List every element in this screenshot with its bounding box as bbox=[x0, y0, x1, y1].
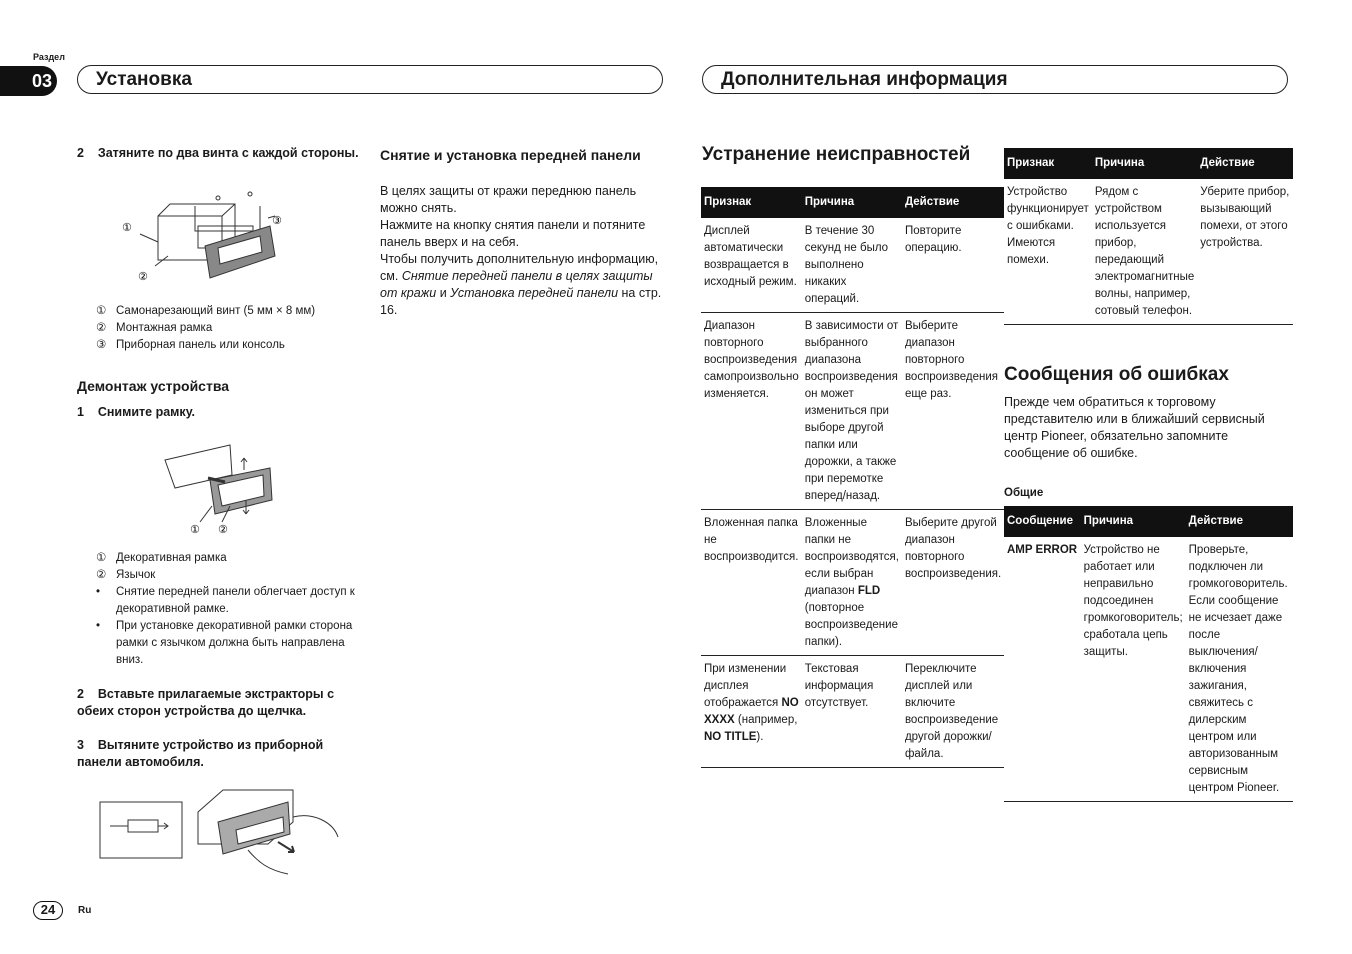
fig2-callout-2: ② bbox=[218, 523, 228, 536]
troubleshooting-table bbox=[701, 187, 1004, 768]
left-page-title: Установка bbox=[77, 65, 663, 94]
errors-subheading: Общие bbox=[1004, 487, 1044, 499]
legend-item: • Снятие передней панели облегчает доступ к декоративной рамке. bbox=[96, 586, 355, 615]
paragraph: Чтобы получить дополнительную информацию, см. Снятие передней панели в целях защиты от кражи и Установка передней панели на стр. 16. bbox=[380, 252, 662, 317]
paragraph: В целях защиты от кражи переднюю панель можно снять. bbox=[380, 184, 637, 215]
crossref-link[interactable]: Установка передней панели bbox=[450, 286, 619, 300]
mounting-illustration bbox=[110, 186, 300, 286]
frame-removal-illustration bbox=[160, 440, 280, 538]
legend-item: ① Декоративная рамка bbox=[96, 552, 227, 564]
table-row: При изменении дисплея отображается NO XXXX (например, NO TITLE). Текстовая информация отсутствует. Переключите дисплей или включите воспроизведение другой дорожки/файла. bbox=[701, 656, 1004, 768]
column-header: Признак bbox=[1004, 148, 1092, 179]
fig1-callout-1: ① bbox=[122, 221, 132, 234]
table-header-row bbox=[1004, 506, 1293, 537]
step-2-tighten bbox=[77, 145, 362, 162]
step-number: 2 bbox=[77, 146, 84, 160]
fig1-legend bbox=[96, 303, 366, 354]
column-header: Признак bbox=[701, 187, 802, 218]
legend-item: ② Язычок bbox=[96, 569, 156, 581]
step-2-insert-extractors: 2 Вставьте прилагаемые экстракторы с обеих сторон устройства до щелчка. bbox=[77, 687, 335, 718]
fig2-callout-1: ① bbox=[190, 523, 200, 536]
removal-heading: Демонтаж устройства bbox=[77, 378, 230, 394]
column-header: Действие bbox=[1186, 506, 1293, 537]
language-code: Ru bbox=[78, 905, 92, 916]
legend-item: ③ Приборная панель или консоль bbox=[96, 339, 285, 351]
unit-extraction-illustration bbox=[98, 782, 348, 878]
page-number: 24 bbox=[33, 901, 63, 920]
table-row: Дисплей автоматически возвращается в исходный режим. В течение 30 секунд не было выполнено никаких операций. Повторите операцию. bbox=[701, 218, 1004, 313]
paragraph: Нажмите на кнопку снятия панели и потяните панель вверх и на себя. bbox=[380, 218, 646, 249]
legend-item: • При установке декоративной рамки сторона рамки с язычком должна быть направлена вниз. bbox=[96, 620, 353, 666]
error-messages-title: Сообщения об ошибках bbox=[1004, 364, 1229, 385]
fig2-legend bbox=[96, 550, 361, 669]
table-row: Устройство функционирует с ошибками. Имеются помехи. Рядом с устройством используется прибор, передающий электромагнитные волны, например, сотовый телефон. Уберите прибор, вызывающий помехи, от этого устройства. bbox=[1004, 179, 1293, 325]
column-header: Сообщение bbox=[1004, 506, 1081, 537]
column-header: Действие bbox=[902, 187, 1004, 218]
table-row: AMP ERROR Устройство не работает или неправильно подсоединен громкоговоритель; сработала цепь защиты. Проверьте, подключен ли громкоговоритель. Если сообщение не исчезает даже после выключения/включения зажигания, свяжитесь с дилерским центром или авторизованным сервисным центром Pioneer. bbox=[1004, 537, 1293, 802]
table-header-row bbox=[701, 187, 1004, 218]
error-messages-intro: Прежде чем обратиться к торговому представителю или в ближайший сервисный центр Pioneer, обязательно запомните сообщение об ошибке. bbox=[1004, 395, 1265, 460]
right-page-title: Дополнительная информация bbox=[702, 65, 1288, 94]
column-header: Причина bbox=[802, 187, 902, 218]
troubleshooting-table-continued bbox=[1004, 148, 1293, 325]
front-panel-text bbox=[380, 183, 668, 319]
table-row: Диапазон повторного воспроизведения самопроизвольно изменяется. В зависимости от выбранного диапазона воспроизведения он может измениться при выборе другой папки или дорожки, а также при перемотке вперед/назад. Выберите диапазон повторного воспроизведения еще раз. bbox=[701, 313, 1004, 510]
legend-item: ② Монтажная рамка bbox=[96, 322, 213, 334]
fig1-callout-2: ② bbox=[138, 270, 148, 283]
error-messages-table bbox=[1004, 506, 1293, 802]
legend-item: ① Самонарезающий винт (5 мм × 8 мм) bbox=[96, 305, 316, 317]
column-header: Причина bbox=[1092, 148, 1197, 179]
table-header-row bbox=[1004, 148, 1293, 179]
step-text: Затяните по два винта с каждой стороны. bbox=[97, 146, 359, 160]
column-header: Причина bbox=[1081, 506, 1186, 537]
step-3-pull-unit: 3 Вытяните устройство из приборной панели автомобиля. bbox=[77, 738, 324, 769]
fig1-callout-3: ③ bbox=[272, 214, 282, 227]
troubleshooting-title: Устранение неисправностей bbox=[702, 144, 971, 165]
step-1-remove-frame: 1 Снимите рамку. bbox=[77, 405, 196, 419]
crossref-link[interactable]: Снятие передней панели в целях защиты от кражи bbox=[380, 269, 653, 300]
section-label: Раздел bbox=[33, 52, 65, 62]
section-number-badge: 03 bbox=[0, 66, 57, 96]
table-row: Вложенная папка не воспроизводится. Вложенные папки не воспроизводятся, если выбран диапазон FLD (повторное воспроизведение папки). Выберите другой диапазон повторного воспроизведения. bbox=[701, 510, 1004, 656]
front-panel-heading: Снятие и установка передней панели bbox=[380, 147, 641, 163]
column-header: Действие bbox=[1197, 148, 1293, 179]
